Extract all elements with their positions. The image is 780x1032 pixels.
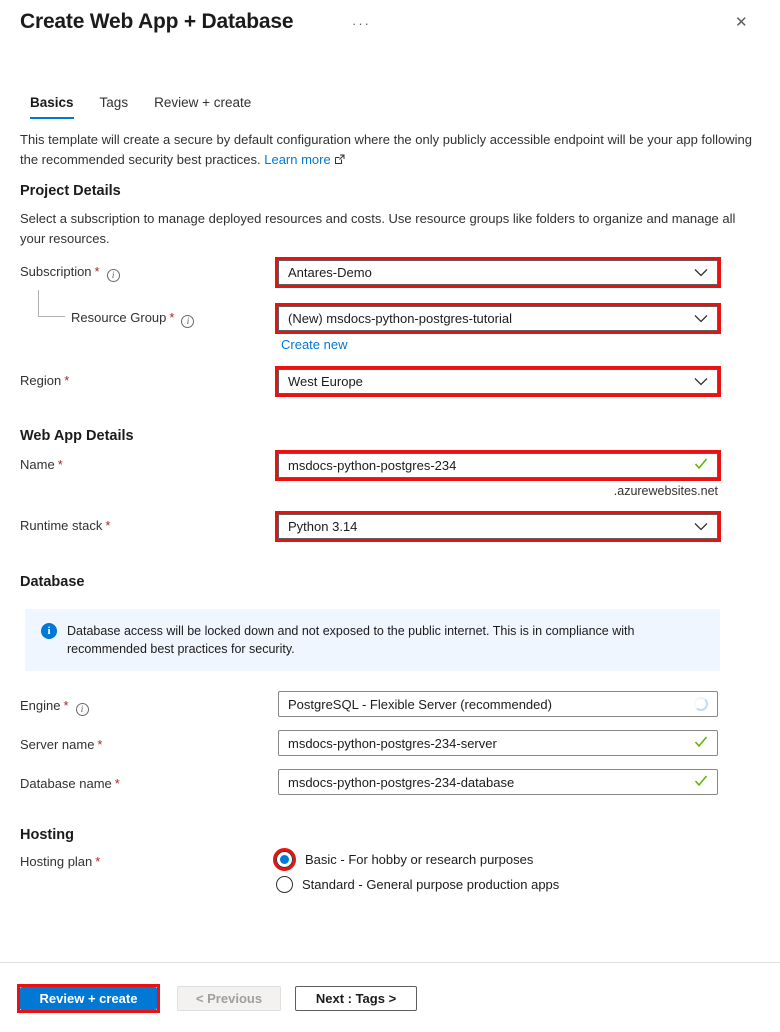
close-icon[interactable]: ✕ [735,14,748,31]
database-name-input[interactable] [278,769,718,795]
tab-review-create[interactable]: Review + create [154,95,252,110]
required-asterisk: * [57,457,63,472]
resource-group-label [71,310,194,328]
radio-unselected-icon[interactable] [276,876,293,893]
database-name-field-wrap [278,769,718,795]
more-options-icon[interactable]: ··· [352,16,371,31]
info-icon[interactable]: i [76,703,89,716]
next-tags-button[interactable]: Next : Tags > [295,986,417,1011]
runtime-stack-label-text: Runtime stack [20,518,103,533]
chevron-down-icon [694,311,708,326]
subscription-annotation-box [275,257,721,288]
web-app-details-heading: Web App Details [20,428,134,444]
region-label-text: Region [20,373,62,388]
valid-check-icon [694,775,708,790]
resource-group-label-text: Resource Group [71,310,167,325]
valid-check-icon [694,458,708,473]
review-create-button[interactable]: Review + create [20,987,157,1010]
server-name-label-text: Server name [20,737,95,752]
region-annotation-box [275,366,721,397]
hosting-plan-option-basic[interactable] [273,848,533,871]
valid-check-icon [694,736,708,751]
runtime-stack-label [20,518,110,533]
subscription-label [20,264,120,282]
engine-label-text: Engine [20,698,61,713]
name-label-text: Name [20,457,55,472]
chevron-down-icon [694,374,708,389]
region-value: West Europe [288,374,363,389]
review-create-annotation-box [17,984,160,1013]
database-name-label [20,776,120,791]
subscription-dropdown[interactable] [278,260,718,285]
server-name-label [20,737,102,752]
resource-group-dropdown[interactable] [278,306,718,331]
info-icon[interactable]: i [181,315,194,328]
resource-group-tree-connector [38,290,65,317]
intro-text-body: This template will create a secure by default configuration where the only publicly accessible endpoint will be your app following the recommended security best practices. [20,132,753,167]
tab-tags[interactable]: Tags [99,95,129,110]
engine-dropdown[interactable] [278,691,718,717]
intro-text [20,130,752,171]
radio-annotation-ring [273,848,296,871]
runtime-stack-value: Python 3.14 [288,519,358,534]
info-icon[interactable]: i [107,269,120,282]
resource-group-value: (New) msdocs-python-postgres-tutorial [288,311,512,326]
footer-divider [0,962,780,963]
external-link-icon [334,151,345,171]
hosting-plan-option-standard[interactable] [276,876,559,893]
required-asterisk: * [63,698,69,713]
name-value: msdocs-python-postgres-234 [288,458,457,473]
required-asterisk: * [94,264,100,279]
region-label [20,373,69,388]
engine-label [20,698,89,716]
region-dropdown[interactable] [278,369,718,394]
database-name-label-text: Database name [20,776,112,791]
hosting-plan-basic-label: Basic - For hobby or research purposes [305,852,534,867]
engine-field-wrap [278,691,718,717]
subscription-value: Antares-Demo [288,265,372,280]
project-details-description: Select a subscription to manage deployed resources and costs. Use resource groups like folders to organize and manage all your resources. [20,211,736,246]
server-name-value: msdocs-python-postgres-234-server [288,735,497,751]
database-info-banner-text: Database access will be locked down and not exposed to the public internet. This is in compliance with recommended best practices for security. [67,624,635,656]
previous-button[interactable]: < Previous [177,986,281,1011]
runtime-stack-annotation-box [275,511,721,542]
domain-suffix: .azurewebsites.net [613,484,718,498]
database-heading: Database [20,574,85,590]
subscription-label-text: Subscription [20,264,92,279]
runtime-stack-dropdown[interactable] [278,514,718,539]
project-details-heading: Project Details [20,183,121,199]
required-asterisk: * [95,854,101,869]
hosting-plan-standard-label: Standard - General purpose production apps [302,877,560,892]
create-new-link[interactable]: Create new [281,337,348,352]
loading-spinner-icon [694,697,708,711]
wizard-tabs [30,95,251,119]
server-name-field-wrap [278,730,718,756]
tab-basics[interactable]: Basics [30,95,74,119]
database-info-banner [25,609,720,671]
hosting-heading: Hosting [20,827,74,843]
page-title: Create Web App + Database [20,10,294,33]
chevron-down-icon [694,519,708,534]
name-label [20,457,63,472]
required-asterisk: * [105,518,111,533]
engine-value: PostgreSQL - Flexible Server (recommended) [288,696,552,712]
info-filled-icon: i [41,623,57,639]
required-asterisk: * [169,310,175,325]
name-annotation-box [275,450,721,481]
resource-group-annotation-box [275,303,721,334]
hosting-plan-label [20,854,100,869]
database-name-value: msdocs-python-postgres-234-database [288,774,515,790]
name-input[interactable] [278,453,718,478]
required-asterisk: * [64,373,70,388]
required-asterisk: * [114,776,120,791]
required-asterisk: * [97,737,103,752]
learn-more-link[interactable]: Learn more [264,152,331,167]
server-name-input[interactable] [278,730,718,756]
chevron-down-icon [694,265,708,280]
hosting-plan-label-text: Hosting plan [20,854,93,869]
radio-selected-icon[interactable] [276,851,293,868]
